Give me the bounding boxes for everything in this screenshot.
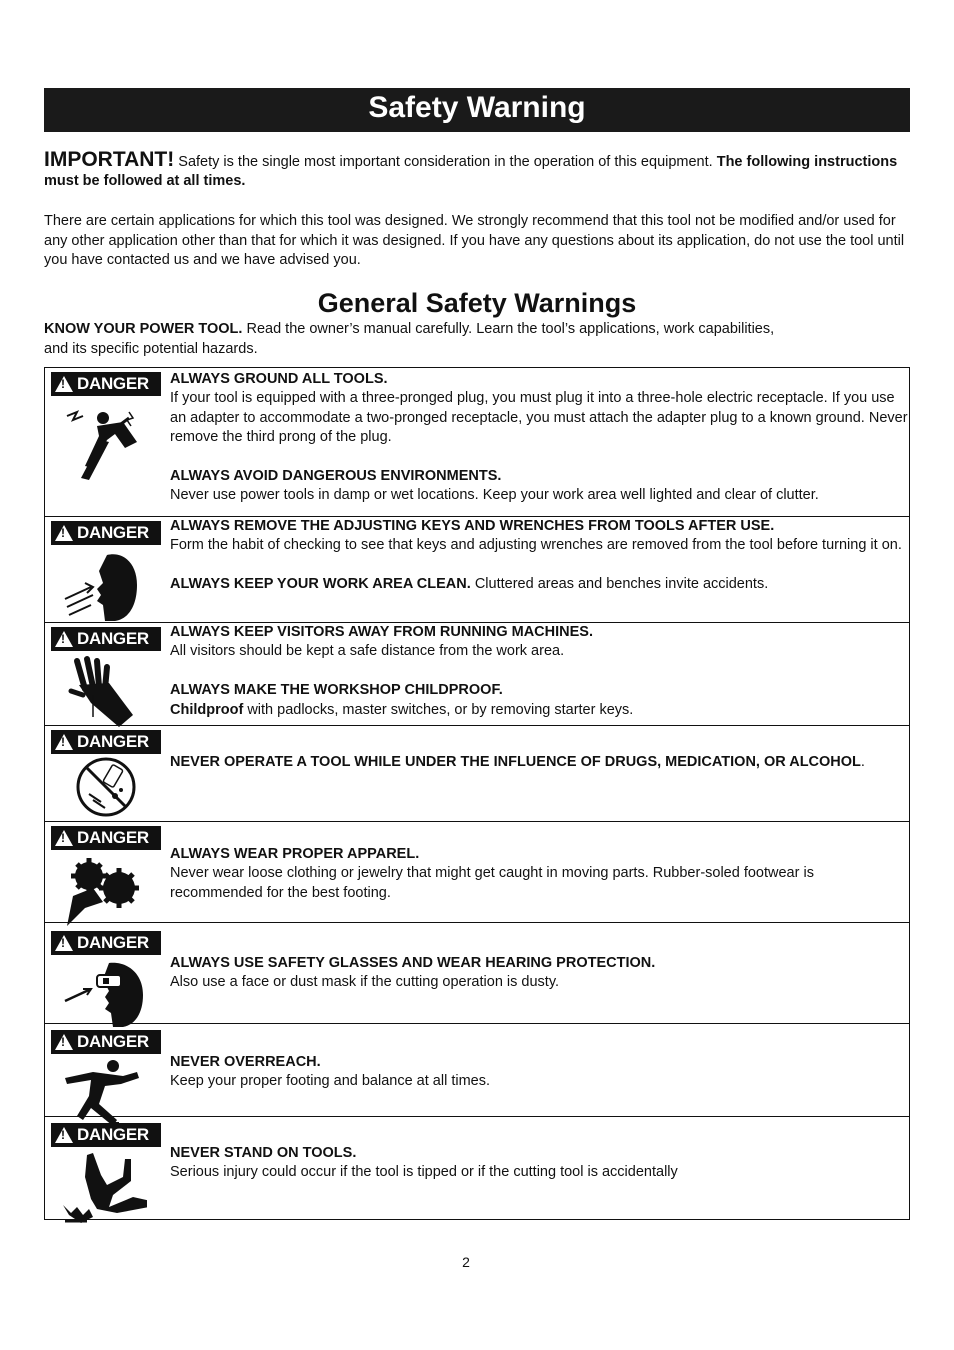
know-your-tool [44, 320, 784, 359]
person-on-tool-icon [63, 1151, 147, 1227]
danger-row-glasses [45, 923, 909, 1024]
heading-1: NEVER OVERREACH. [170, 1054, 321, 1070]
danger-text [170, 370, 908, 506]
danger-text [170, 845, 908, 903]
cut-hand-icon [63, 655, 147, 731]
danger-text [170, 753, 908, 772]
entanglement-gears-icon [63, 852, 147, 928]
heading-1: ALWAYS REMOVE THE ADJUSTING KEYS AND WRENCHES FROM TOOLS AFTER USE. [170, 518, 775, 534]
heading-1: ALWAYS KEEP VISITORS AWAY FROM RUNNING MACHINES. [170, 624, 593, 640]
warning-triangle-icon [55, 1127, 73, 1143]
heading-2: ALWAYS MAKE THE WORKSHOP CHILDPROOF. [170, 682, 503, 699]
danger-label: DANGER [77, 1032, 149, 1051]
danger-row-ground [45, 368, 909, 517]
danger-label: DANGER [77, 732, 149, 751]
heading-1: ALWAYS USE SAFETY GLASSES AND WEAR HEARING PROTECTION. [170, 955, 656, 971]
know-bold: KNOW YOUR POWER TOOL. [44, 321, 243, 337]
body-2-bold: Childproof [170, 701, 244, 718]
flying-debris-head-icon [63, 549, 147, 625]
important-text: Safety is the single most important consideration in the operation of this equipment. [174, 154, 717, 170]
page-number: 2 [462, 1254, 470, 1270]
danger-label: DANGER [77, 629, 149, 648]
danger-row-apparel [45, 822, 909, 923]
danger-row-keys [45, 517, 909, 623]
heading-1: ALWAYS GROUND ALL TOOLS. [170, 371, 388, 387]
heading-1: NEVER STAND ON TOOLS. [170, 1145, 357, 1161]
body-1: Also use a face or dust mask if the cutting operation is dusty. [170, 974, 560, 991]
danger-badge [51, 627, 161, 651]
danger-text [170, 623, 908, 720]
body-1: Form the habit of checking to see that keys and adjusting wrenches are removed from the tool before turning it on. [170, 537, 902, 554]
warning-triangle-icon [55, 525, 73, 541]
electric-shock-icon [63, 408, 147, 484]
warning-triangle-icon [55, 1034, 73, 1050]
danger-label: DANGER [77, 523, 149, 542]
danger-label: DANGER [77, 828, 149, 847]
body-2: Cluttered areas and benches invite accidents. [470, 576, 769, 593]
heading-2: ALWAYS AVOID DANGEROUS ENVIRONMENTS. [170, 468, 502, 485]
application-paragraph: There are certain applications for which this tool was designed. We strongly recommend that this tool not be modified and/or used for any other application other than that for which it was designed. If you have any questions about its application, do not use the tool until you have contacted us and we have advised you. [44, 213, 905, 268]
danger-text [170, 517, 908, 595]
danger-row-drugs [45, 726, 909, 822]
section-title: General Safety Warnings [317, 288, 637, 318]
danger-text [170, 954, 908, 993]
danger-text [170, 1144, 908, 1183]
danger-label: DANGER [77, 374, 149, 393]
danger-row-stand [45, 1117, 909, 1220]
danger-text [170, 1053, 908, 1092]
danger-label: DANGER [77, 1125, 149, 1144]
body-1: . [860, 754, 865, 770]
danger-row-visitors [45, 623, 909, 726]
page-title: Safety Warning [368, 91, 586, 124]
danger-badge [51, 826, 161, 850]
body-2: with padlocks, master switches, or by removing starter keys. [243, 701, 634, 718]
body-2: Never use power tools in damp or wet locations. Keep your work area well lighted and clear of clutter. [170, 487, 819, 504]
page-title-banner [44, 88, 910, 132]
warning-triangle-icon [55, 734, 73, 750]
body-1: Never wear loose clothing or jewelry that might get caught in moving parts. Rubber-soled footwear is recommended for the best footing. [170, 865, 814, 901]
warning-triangle-icon [55, 830, 73, 846]
important-bold-text: The following instructions must be followed at all times. [44, 154, 898, 189]
heading-1: NEVER OPERATE A TOOL WHILE UNDER THE INFLUENCE OF DRUGS, MEDICATION, OR ALCOHOL [170, 754, 861, 770]
body-1: Serious injury could occur if the tool is tipped or if the cutting tool is accidentally [170, 1164, 678, 1181]
danger-label: DANGER [77, 933, 149, 952]
danger-badge [51, 372, 161, 396]
important-label: IMPORTANT! [44, 148, 175, 171]
heading-1: ALWAYS WEAR PROPER APPAREL. [170, 846, 420, 862]
danger-badge [51, 521, 161, 545]
body-1: All visitors should be kept a safe distance from the work area. [170, 643, 565, 660]
warning-triangle-icon [55, 631, 73, 647]
warning-triangle-icon [55, 376, 73, 392]
danger-badge [51, 1030, 161, 1054]
danger-row-overreach [45, 1024, 909, 1117]
danger-badge [51, 1123, 161, 1147]
danger-badge [51, 931, 161, 955]
warning-triangle-icon [55, 935, 73, 951]
danger-table [44, 367, 910, 1220]
know-text: Read the owner’s manual carefully. Learn the tool’s applications, work capabilities, and its specific potential hazards. [44, 321, 775, 357]
body-1: If your tool is equipped with a three-pronged plug, you must plug it into a three-hole electric receptacle. If you use an adapter to accommodate a two-pronged receptacle, you must attach the adapter plug to a known ground. Never remove the third prong of the plug. [170, 390, 908, 446]
no-drugs-alcohol-icon [75, 756, 137, 818]
important-note [44, 150, 910, 191]
body-1: Keep your proper footing and balance at all times. [170, 1073, 491, 1090]
danger-badge [51, 730, 161, 754]
heading-2: ALWAYS KEEP YOUR WORK AREA CLEAN. [170, 576, 471, 593]
